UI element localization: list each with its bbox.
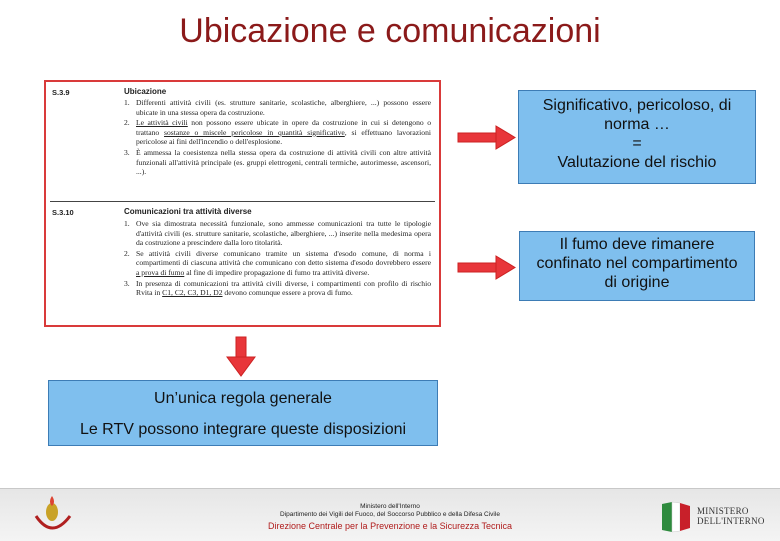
section-heading: Comunicazioni tra attività diverse <box>124 207 252 216</box>
right-arrow-icon <box>458 256 515 279</box>
right-arrow-icon <box>458 126 515 149</box>
list-item: 3. In presenza di comunicazioni tra attività civili diverse, i compartimenti con profilo di rischio Rvita in C1, C2, C3, D1, D2 devono comunque essere a prova di fumo. <box>124 278 431 298</box>
callout-smoke-confinement: Il fumo deve rimanere confinato nel compartimento di origine <box>519 231 755 301</box>
list-item: 3. È ammessa la coesistenza nella stessa opera da costruzione di attività civili con altre attività funzionali all'attività principale (es. gruppi elettrogeni, centrali termiche, autorimesse, ascensori, ...). <box>124 147 431 177</box>
italian-flag-emblem-icon <box>660 500 692 534</box>
section-number: S.3.10 <box>52 208 74 217</box>
ministry-logo-text: MINISTERO DELL'INTERNO <box>697 506 765 526</box>
list-item: 1. Differenti attività civili (es. strutture sanitarie, scolastiche, alberghiere, ...) possono essere ubicate in una stessa opera da costruzione. <box>124 98 431 117</box>
footer-directorate: Direzione Centrale per la Prevenzione e la Sicurezza Tecnica <box>268 521 512 531</box>
footer-ministry: Ministero dell'Interno <box>360 503 420 510</box>
list-item: 1. Ove sia dimostrata necessità funzionale, sono ammesse comunicazioni tra tutte le tipologie d'attività civili (es. strutture sanitarie, scolastiche, alberghiere, ...) inserite nella medesima opera da costruzione a prescindere dalla loro titolarità. <box>124 219 431 248</box>
list-item: 2. Le attività civili non possono essere ubicate in opere da costruzione in cui si detengono o trattano sostanze o miscele pericolose in quantità significative, si effettuano lavorazioni pericolose ai fini dell'incendio o dell'esplosione. <box>124 118 432 147</box>
list-item: 2. Se attività civili diverse comunicano tramite un sistema d'esodo comune, di norma i compartimenti di ciascuna attività che comunicano con detto sistema d'esodo dovrebbero essere a prova di fumo al fine di impedire propagazione di fumo tra attività diverse. <box>124 248 431 277</box>
section-heading: Ubicazione <box>124 87 167 96</box>
footer-department: Dipartimento dei Vigili del Fuoco, del Soccorso Pubblico e della Difesa Civile <box>280 511 500 518</box>
section-number: S.3.9 <box>52 88 70 97</box>
slide-title: Ubicazione e comunicazioni <box>179 12 601 50</box>
down-arrow-icon <box>227 337 255 376</box>
callout-risk-assessment: Significativo, pericoloso, di norma … = Valutazione del rischio <box>518 90 756 184</box>
callout-general-rule: Un’unica regola generale Le RTV possono integrare queste disposizioni <box>48 380 438 446</box>
